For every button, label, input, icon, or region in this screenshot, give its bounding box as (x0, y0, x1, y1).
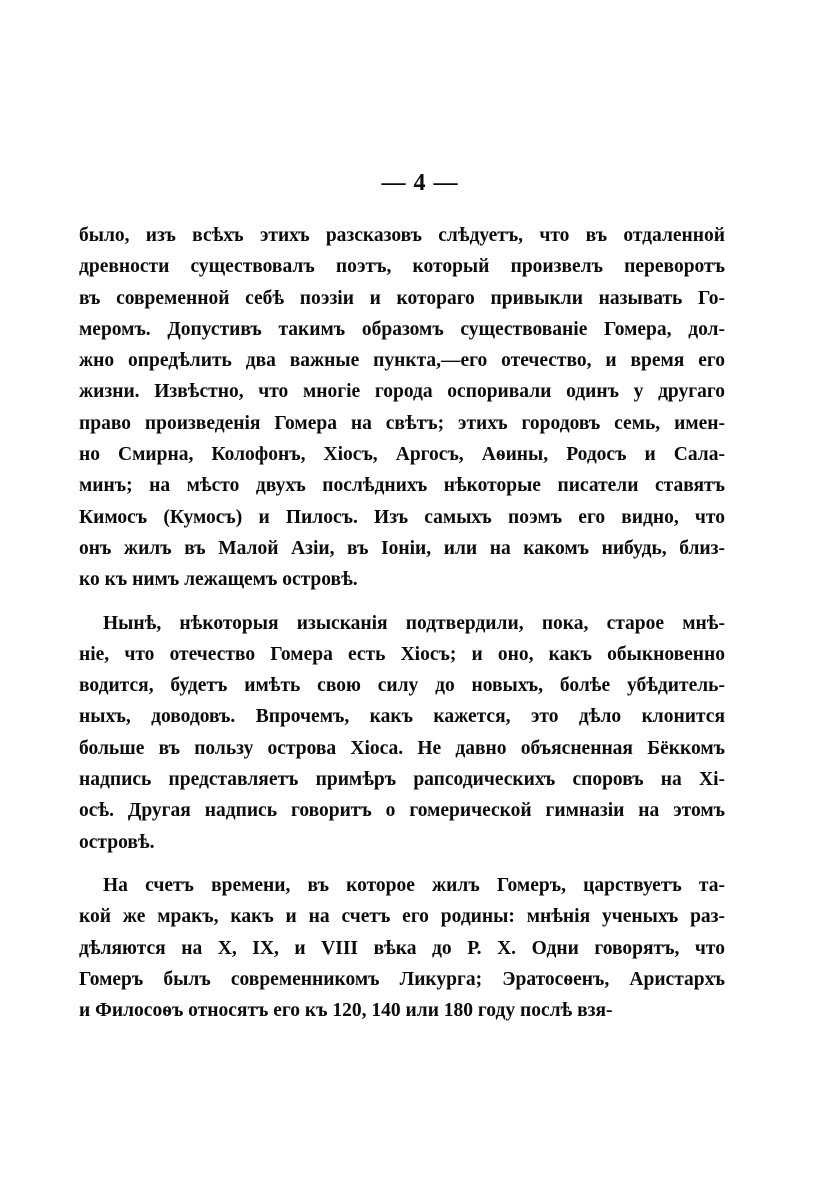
text-line: древности существовалъ поэтъ, который произвелъ переворотъ (79, 256, 725, 278)
text-line: островѣ. (79, 831, 155, 853)
text-line: жно опредѣлить два важные пункта,—его отечество, и время его (79, 350, 725, 372)
text-line: больше въ пользу острова Хіоса. Не давно объясненная Бёккомъ (79, 737, 725, 759)
text-line: было, изъ всѣхъ этихъ разсказовъ слѣдуетъ, что въ отдаленной (79, 225, 725, 246)
text-line: минъ; на мѣсто двухъ послѣднихъ нѣкоторые писатели ставятъ (79, 475, 725, 497)
text-line: и Филосоѳъ относятъ его къ 120, 140 или 180 году послѣ взя- (79, 1000, 613, 1022)
text-line: Гомеръ былъ современникомъ Ликурга; Эратосѳенъ, Аристархъ (79, 968, 725, 990)
text-line: жизни. Извѣстно, что многіе города оспоривали одинъ у другаго (79, 381, 725, 403)
text-line: но Смирна, Колофонъ, Хіосъ, Аргосъ, Аѳины, Родосъ и Сала- (79, 444, 725, 466)
text-line: меромъ. Допустивъ такимъ образомъ существованіе Гомера, дол- (79, 318, 725, 340)
text-line: онъ жилъ въ Малой Азіи, въ Іоніи, или на какомъ нибудь, близ- (79, 537, 725, 559)
paragraph (79, 870, 725, 1026)
page-number: — 4 — (381, 170, 459, 196)
text-line: право произведенія Гомера на свѣтъ; этихъ городовъ семь, имен- (79, 412, 725, 434)
text-line: надпись представляетъ примѣръ рапсодическихъ споровъ на Хі- (79, 769, 725, 791)
text-line: ніе, что отечество Гомера есть Хіосъ; и оно, какъ обыкновенно (79, 643, 725, 665)
text-line: водится, будетъ имѣть свою силу до новыхъ, болѣе убѣдитель- (79, 675, 725, 697)
text-line: ныхъ, доводовъ. Впрочемъ, какъ кажется, это дѣло клонится (79, 706, 725, 728)
text-line: На счетъ времени, въ которое жилъ Гомеръ, царствуетъ та- (103, 874, 725, 896)
text-line: Нынѣ, нѣкоторыя изысканія подтвердили, пока, старое мнѣ- (103, 612, 725, 634)
text-line: Кимосъ (Кумосъ) и Пилосъ. Изъ самыхъ поэмъ его видно, что (79, 506, 725, 528)
text-line: осѣ. Другая надпись говоритъ о гомерической гимназіи на этомъ (79, 800, 725, 822)
text-line: въ современной себѣ поэзіи и котораго привыкли называть Го- (79, 287, 725, 309)
paragraph (79, 608, 725, 858)
text-line: ко къ нимъ лежащемъ островѣ. (79, 569, 358, 591)
text-line: дѣляются на X, IX, и VIII вѣка до Р. Х. Одни говорятъ, что (79, 937, 725, 959)
text-line: кой же мракъ, какъ и на счетъ его родины: мнѣнія ученыхъ раз- (79, 906, 725, 928)
body-text (79, 220, 725, 1026)
paragraph (79, 220, 725, 596)
